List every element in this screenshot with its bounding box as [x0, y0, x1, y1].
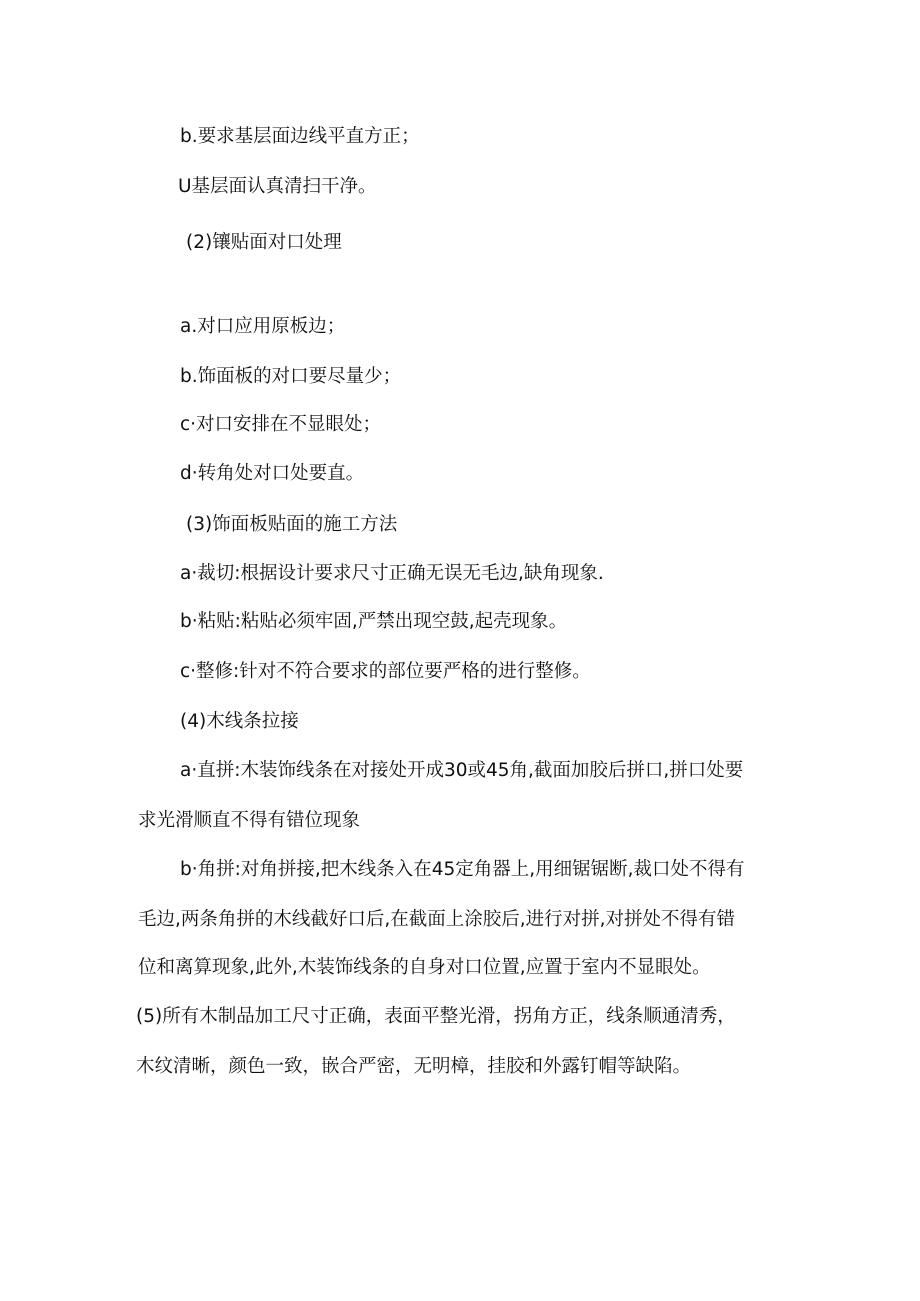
text-line: c·整修:针对不符合要求的部位要严格的进行整修。: [180, 661, 591, 682]
section-heading: (2)镶贴面对口处理: [186, 232, 342, 253]
text-line: a·裁切:根据设计要求尺寸正确无误无毛边,缺角现象.: [180, 563, 604, 584]
text-line: b·粘贴:粘贴必须牢固,严禁出现空鼓,起壳现象。: [180, 611, 568, 632]
section-heading: (4)木线条拉接: [180, 711, 299, 732]
text-line: b.饰面板的对口要尽量少；: [180, 366, 402, 387]
text-line: b.要求基层面边线平直方正；: [180, 126, 420, 147]
text-line: a.对口应用原板边；: [180, 316, 346, 337]
text-line: a·直拼:木装饰线条在对接处开成30或45角,截面加胶后拼口,拼口处要: [180, 760, 744, 781]
text-line: (5)所有木制品加工尺寸正确，表面平整光滑，拐角方正，线条顺通清秀，: [136, 1006, 736, 1027]
text-line: 木纹清晰，颜色一致，嵌合严密，无明樟，挂胶和外露钉帽等缺陷。: [136, 1056, 692, 1077]
text-line: b·角拼:对角拼接,把木线条入在45定角器上,用细锯锯断,裁口处不得有: [180, 859, 745, 880]
section-heading: (3)饰面板贴面的施工方法: [186, 514, 398, 535]
text-line: 位和离算现象,此外,木装饰线条的自身对口位置,应置于室内不显眼处。: [138, 957, 711, 978]
text-line: 求光滑顺直不得有错位现象: [138, 810, 361, 831]
text-line: 毛边,两条角拼的木线截好口后,在截面上涂胶后,进行对拼,对拼处不得有错: [138, 909, 736, 930]
text-line: U基层面认真清扫干净。: [178, 176, 377, 197]
text-line: d·转角处对口处要直。: [180, 463, 365, 484]
text-line: c·对口安排在不显眼处；: [180, 414, 382, 435]
